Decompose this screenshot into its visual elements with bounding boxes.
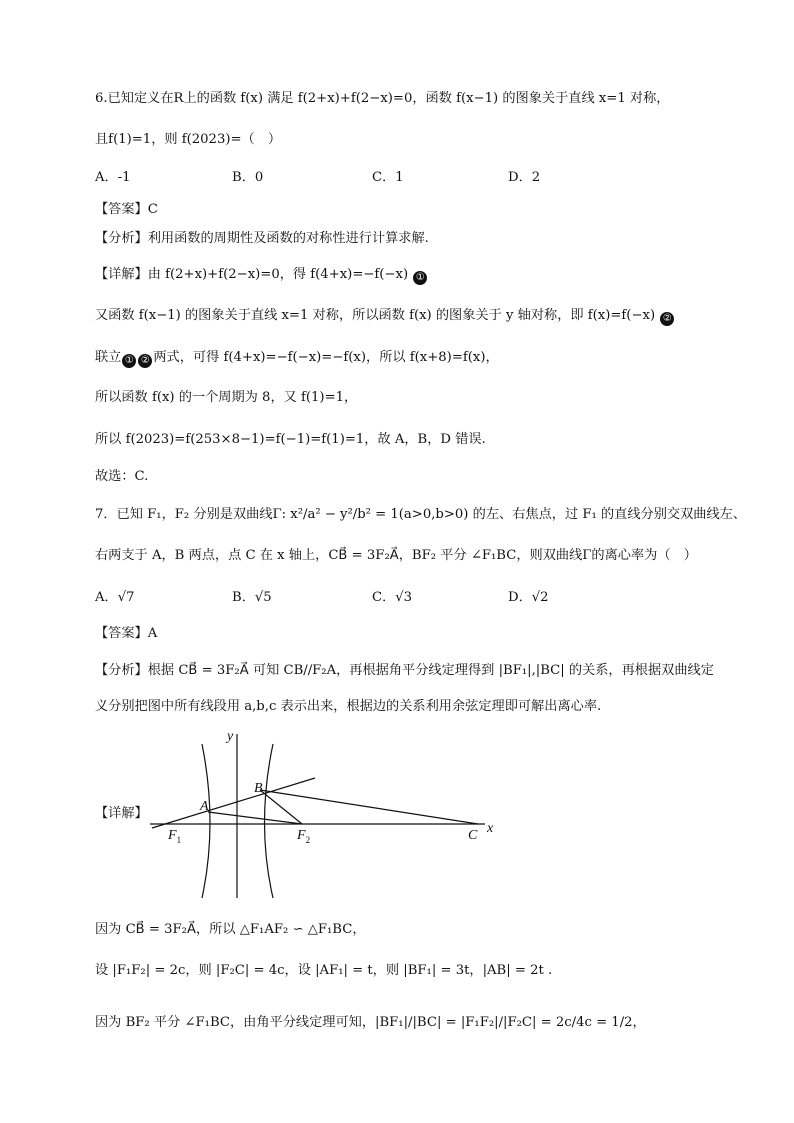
q6-detail-line2	[95, 307, 675, 326]
q7-option-b: B．√5	[232, 590, 272, 605]
q7-option-a: A．√7	[95, 590, 135, 605]
detail-tag: 【详解】	[95, 267, 148, 282]
line-f1-b	[152, 778, 315, 828]
right-branch	[265, 744, 274, 898]
q6-stem-line2: 且f(1)=1，则 f(2023)=（ ）	[95, 132, 282, 147]
detail-tag: 【详解】	[95, 806, 148, 821]
q6-detail-line3	[95, 349, 499, 368]
q6-detail-line4: 所以函数 f(x) 的一个周期为 8，又 f(1)=1，	[95, 390, 358, 405]
x-axis-label: x	[487, 821, 494, 836]
q7-analysis-line2: 义分别把图中所有线段用 a,b,c 表示出来，根据边的关系利用余弦定理即可解出离心率.	[95, 699, 602, 714]
circled-two-badge: ②	[660, 312, 674, 326]
q7-stem-line2: 右两支于 A，B 两点，点 C 在 x 轴上，CB⃗ = 3F₂A⃗，BF₂ 平分 ∠F₁BC，则双曲线Γ的离心率为（ ）	[95, 548, 697, 563]
q6-detail-line5: 所以 f(2023)=f(253×8−1)=f(−1)=f(1)=1，故 A，B，D 错误.	[95, 432, 486, 447]
q7-detail-line2: 设 |F₁F₂| = 2c，则 |F₂C| = 4c，设 |AF₁| = t，则 |BF₁| = 3t，|AB| = 2t .	[95, 963, 553, 978]
q7-stem-line1: 7．已知 F₁，F₂ 分别是双曲线Γ: x²/a² − y²/b² = 1(a>0,b>0) 的左、右焦点，过 F₁ 的直线分别交双曲线左、	[95, 507, 747, 522]
point-b-label: B	[254, 781, 263, 796]
q6-stem-line1: 6.已知定义在R上的函数 f(x) 满足 f(2+x)+f(2−x)=0，函数 f(x−1) 的图象关于直线 x=1 对称，	[95, 91, 670, 106]
point-f1-label: $F_1$	[168, 828, 182, 845]
circled-two-badge: ②	[138, 354, 152, 368]
point-a-label: A	[200, 799, 209, 814]
analysis-text: 根据 CB⃗ = 3F₂A⃗ 可知 CB//F₂A，再根据角平分线定理得到 |BF₁|,|BC| 的关系，再根据双曲线定	[147, 663, 714, 678]
q6-detail-line1	[95, 266, 428, 285]
q6-option-a: A．-1	[95, 170, 131, 185]
q7-detail-line3: 因为 BF₂ 平分 ∠F₁BC，由角平分线定理可知，|BF₁|/|BC| = |F₁F₂|/|F₂C| = 2c/4c = 1/2，	[95, 1015, 646, 1030]
q6-option-b: B．0	[232, 170, 264, 185]
answer-tag: 【答案】	[95, 626, 148, 641]
y-axis-label: y	[227, 729, 234, 744]
q6-answer	[95, 201, 158, 219]
q6-option-d: D．2	[508, 170, 541, 185]
answer-tag: 【答案】	[95, 202, 148, 217]
point-f2-label: $F_2$	[297, 828, 311, 845]
q6-option-c: C．1	[372, 170, 404, 185]
q6-conclusion: 故选：C.	[95, 469, 149, 484]
circled-one-badge: ①	[122, 354, 136, 368]
segment-b-c	[260, 790, 478, 824]
detail-text: 联立	[95, 350, 122, 365]
hyperbola-figure	[140, 722, 510, 902]
detail-text: 由 f(2+x)+f(2−x)=0，得 f(4+x)=−f(−x)	[147, 267, 409, 282]
q7-answer	[95, 625, 157, 643]
detail-text: 两式，可得 f(4+x)=−f(−x)=−f(x)，所以 f(x+8)=f(x)，	[153, 350, 499, 365]
point-c-label: C	[468, 828, 478, 843]
answer-value: A	[147, 626, 158, 641]
analysis-text: 利用函数的周期性及函数的对称性进行计算求解.	[147, 231, 429, 246]
circled-one-badge: ①	[413, 271, 427, 285]
q7-option-d: D．√2	[508, 590, 549, 605]
left-branch	[202, 744, 210, 898]
q7-option-c: C．√3	[372, 590, 413, 605]
answer-value: C	[147, 202, 158, 217]
analysis-tag: 【分析】	[95, 663, 148, 678]
segment-a-f2	[208, 812, 302, 824]
q6-analysis	[95, 230, 429, 248]
q7-detail-line1: 因为 CB⃗ = 3F₂A⃗，所以 △F₁AF₂ ∽ △F₁BC，	[95, 922, 366, 937]
analysis-tag: 【分析】	[95, 231, 148, 246]
q7-analysis-line1	[95, 662, 714, 680]
detail-text: 又函数 f(x−1) 的图象关于直线 x=1 对称，所以函数 f(x) 的图象关于 y 轴对称，即 f(x)=f(−x)	[95, 308, 656, 323]
